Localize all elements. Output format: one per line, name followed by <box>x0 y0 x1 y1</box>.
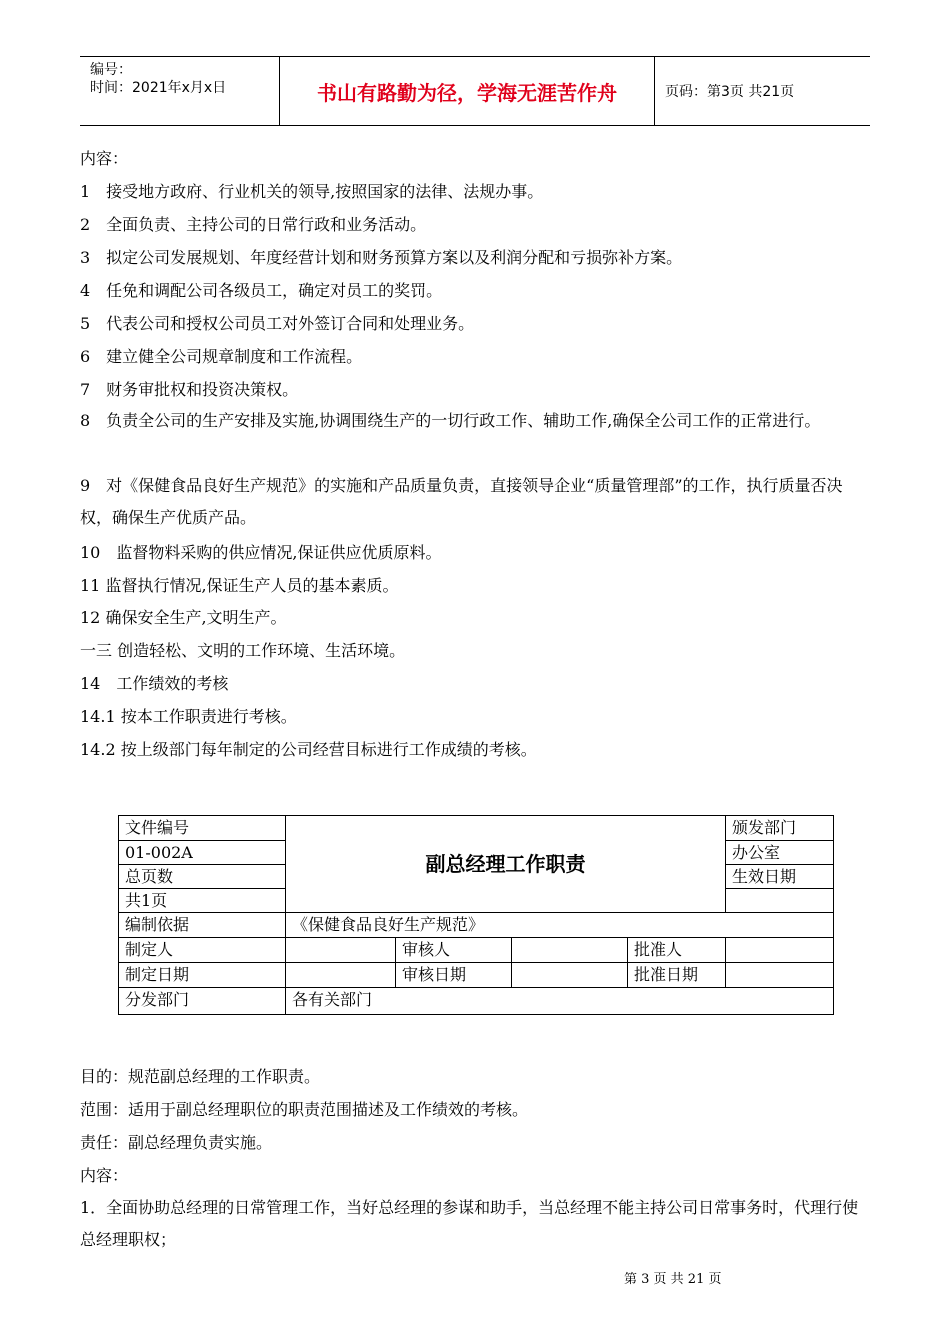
reviewer-label: 审核人 <box>395 937 511 962</box>
list-item: 9 对《保健食品良好生产规范》的实施和产品质量负责，直接领导企业“质量管理部”的工作，执行质量否决权，确保生产优质产品。 <box>80 476 843 527</box>
list-item: 1 接受地方政府、行业机关的领导,按照国家的法律、法规办事。 <box>80 182 544 201</box>
responsibility-text: 责任：副总经理负责实施。 <box>80 1133 273 1152</box>
list-item: 1．全面协助总经理的日常管理工作，当好总经理的参谋和助手，当总经理不能主持公司日常事务时，代理行使总经理职权； <box>80 1198 859 1249</box>
header-motto: 书山有路勤为径，学海无涯苦作舟 <box>280 57 655 125</box>
effective-date-label: 生效日期 <box>725 864 833 888</box>
header-meta <box>80 57 280 125</box>
author-value <box>285 937 395 962</box>
author-date-value <box>285 962 395 987</box>
time-label: 时间：2021年x月x日 <box>90 80 227 96</box>
document-title: 副总经理工作职责 <box>285 816 725 912</box>
list-item: 6 建立健全公司规章制度和工作流程。 <box>80 347 363 366</box>
review-date-label: 审核日期 <box>395 962 511 987</box>
total-pages-value: 共1页 <box>119 888 285 912</box>
list-item: 14.2 按上级部门每年制定的公司经营目标进行工作成绩的考核。 <box>80 740 537 759</box>
approve-date-label: 批准日期 <box>627 962 725 987</box>
purpose-text: 目的：规范副总经理的工作职责。 <box>80 1067 321 1086</box>
distribution-label: 分发部门 <box>119 987 285 1014</box>
page-footer: 第 3 页 共 21 页 <box>624 1272 722 1287</box>
list-item: 14 工作绩效的考核 <box>80 674 229 693</box>
author-date-label: 制定日期 <box>119 962 285 987</box>
doc-no-label: 文件编号 <box>125 818 190 837</box>
header-page-info: 页码：第3页 共21页 <box>665 84 795 100</box>
list-item: 7 财务审批权和投资决策权。 <box>80 380 299 399</box>
issuer-label: 颁发部门 <box>725 816 833 840</box>
reviewer-value <box>511 937 627 962</box>
total-pages-label: 总页数 <box>119 864 285 888</box>
basis-value: 《保健食品良好生产规范》 <box>285 912 833 937</box>
list-item: 14.1 按本工作职责进行考核。 <box>80 707 297 726</box>
number-label: 编号： <box>90 62 132 78</box>
approver-label: 批准人 <box>627 937 725 962</box>
effective-date-value <box>725 888 833 912</box>
distribution-value: 各有关部门 <box>285 987 833 1014</box>
list-item: 11 监督执行情况,保证生产人员的基本素质。 <box>80 576 399 595</box>
approve-date-value <box>725 962 833 987</box>
content-label: 内容： <box>80 149 129 168</box>
approver-value <box>725 937 833 962</box>
list-item: 3 拟定公司发展规划、年度经营计划和财务预算方案以及利润分配和亏损弥补方案。 <box>80 248 683 267</box>
list-item: 12 确保安全生产,文明生产。 <box>80 608 287 627</box>
list-item: 一三 创造轻松、文明的工作环境、生活环境。 <box>80 641 406 660</box>
document-form-table <box>118 815 834 1015</box>
review-date-value <box>511 962 627 987</box>
doc-no-value: 01-002A <box>119 840 285 864</box>
list-item: 4 任免和调配公司各级员工，确定对员工的奖罚。 <box>80 281 443 300</box>
page-header <box>80 56 870 126</box>
list-item: 2 全面负责、主持公司的日常行政和业务活动。 <box>80 215 427 234</box>
basis-label: 编制依据 <box>119 912 285 937</box>
scope-text: 范围：适用于副总经理职位的职责范围描述及工作绩效的考核。 <box>80 1100 529 1119</box>
list-item: 10 监督物料采购的供应情况,保证供应优质原料。 <box>80 543 442 562</box>
content-label: 内容： <box>80 1166 129 1185</box>
issuer-value: 办公室 <box>725 840 833 864</box>
list-item: 5 代表公司和授权公司员工对外签订合同和处理业务。 <box>80 314 475 333</box>
list-item: 8 负责全公司的生产安排及实施,协调围绕生产的一切行政工作、辅助工作,确保全公司工作的正常进行。 <box>80 411 821 430</box>
author-label: 制定人 <box>119 937 285 962</box>
